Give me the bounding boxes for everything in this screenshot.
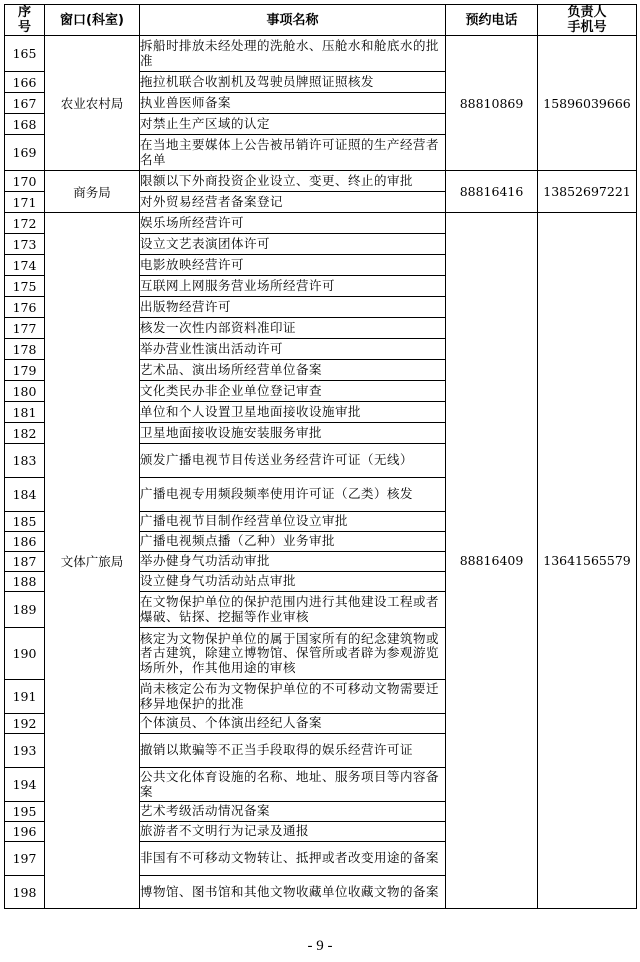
row-number: 175 <box>5 276 45 297</box>
items-table <box>4 4 637 909</box>
item-name: 对禁止生产区域的认定 <box>140 114 446 135</box>
row-number: 166 <box>5 72 45 93</box>
phone-cell: 88816416 <box>446 171 538 213</box>
table-row <box>5 36 637 72</box>
row-number: 197 <box>5 842 45 876</box>
item-name: 执业兽医师备案 <box>140 93 446 114</box>
item-name: 对外贸易经营者备案登记 <box>140 192 446 213</box>
row-number: 172 <box>5 213 45 234</box>
item-name: 互联网上网服务营业场所经营许可 <box>140 276 446 297</box>
item-name: 拖拉机联合收割机及驾驶员牌照证照核发 <box>140 72 446 93</box>
row-number: 193 <box>5 734 45 768</box>
item-name: 广播电视节目制作经营单位设立审批 <box>140 512 446 532</box>
item-name: 核定为文物保护单位的属于国家所有的纪念建筑物或者古建筑，除建立博物馆、保管所或者辟为参观游览场所外，作其他用途的审核 <box>140 628 446 680</box>
row-number: 167 <box>5 93 45 114</box>
item-name: 电影放映经营许可 <box>140 255 446 276</box>
item-name: 艺术考级活动情况备案 <box>140 802 446 822</box>
row-number: 192 <box>5 714 45 734</box>
item-name: 出版物经营许可 <box>140 297 446 318</box>
row-number: 169 <box>5 135 45 171</box>
row-number: 198 <box>5 876 45 909</box>
item-name: 艺术品、演出场所经营单位备案 <box>140 360 446 381</box>
row-number: 188 <box>5 572 45 592</box>
header-phone: 预约电话 <box>446 5 538 36</box>
row-number: 180 <box>5 381 45 402</box>
row-number: 194 <box>5 768 45 802</box>
item-name: 非国有不可移动文物转让、抵押或者改变用途的备案 <box>140 842 446 876</box>
row-number: 176 <box>5 297 45 318</box>
row-number: 196 <box>5 822 45 842</box>
phone-cell: 88810869 <box>446 36 538 171</box>
item-name: 博物馆、图书馆和其他文物收藏单位收藏文物的备案 <box>140 876 446 909</box>
row-number: 171 <box>5 192 45 213</box>
row-number: 190 <box>5 628 45 680</box>
row-number: 179 <box>5 360 45 381</box>
header-dept: 窗口(科室) <box>45 5 140 36</box>
header-seq: 序 号 <box>5 5 45 36</box>
item-name: 限额以下外商投资企业设立、变更、终止的审批 <box>140 171 446 192</box>
item-name: 尚未核定公布为文物保护单位的不可移动文物需要迁移异地保护的批准 <box>140 680 446 714</box>
item-name: 广播电视频点播（乙种）业务审批 <box>140 532 446 552</box>
row-number: 189 <box>5 592 45 628</box>
item-name: 举办健身气功活动审批 <box>140 552 446 572</box>
mobile-cell: 15896039666 <box>538 36 637 171</box>
phone-cell: 88816409 <box>446 213 538 909</box>
mobile-cell: 13852697221 <box>538 171 637 213</box>
item-name: 娱乐场所经营许可 <box>140 213 446 234</box>
item-name: 设立文艺表演团体许可 <box>140 234 446 255</box>
item-name: 个体演员、个体演出经纪人备案 <box>140 714 446 734</box>
item-name: 文化类民办非企业单位登记审查 <box>140 381 446 402</box>
dept-cell: 文体广旅局 <box>45 213 140 909</box>
item-name: 设立健身气功活动站点审批 <box>140 572 446 592</box>
row-number: 191 <box>5 680 45 714</box>
item-name: 在当地主要媒体上公告被吊销许可证照的生产经营者名单 <box>140 135 446 171</box>
header-mobile: 负责人 手机号 <box>538 5 637 36</box>
item-name: 单位和个人设置卫星地面接收设施审批 <box>140 402 446 423</box>
item-name: 在文物保护单位的保护范围内进行其他建设工程或者爆破、钻探、挖掘等作业审核 <box>140 592 446 628</box>
page-number: - 9 - <box>307 938 333 954</box>
item-name: 核发一次性内部资料准印证 <box>140 318 446 339</box>
header-item: 事项名称 <box>140 5 446 36</box>
row-number: 187 <box>5 552 45 572</box>
item-name: 拆船时排放未经处理的洗舱水、压舱水和舱底水的批准 <box>140 36 446 72</box>
row-number: 178 <box>5 339 45 360</box>
row-number: 165 <box>5 36 45 72</box>
row-number: 184 <box>5 478 45 512</box>
table-row <box>5 171 637 192</box>
item-name: 卫星地面接收设施安装服务审批 <box>140 423 446 444</box>
row-number: 181 <box>5 402 45 423</box>
item-name: 广播电视专用频段频率使用许可证（乙类）核发 <box>140 478 446 512</box>
row-number: 170 <box>5 171 45 192</box>
row-number: 195 <box>5 802 45 822</box>
dept-cell: 农业农村局 <box>45 36 140 171</box>
item-name: 举办营业性演出活动许可 <box>140 339 446 360</box>
item-name: 旅游者不文明行为记录及通报 <box>140 822 446 842</box>
item-name: 颁发广播电视节目传送业务经营许可证（无线） <box>140 444 446 478</box>
dept-cell: 商务局 <box>45 171 140 213</box>
row-number: 174 <box>5 255 45 276</box>
row-number: 173 <box>5 234 45 255</box>
header-row <box>5 5 637 36</box>
row-number: 177 <box>5 318 45 339</box>
mobile-cell: 13641565579 <box>538 213 637 909</box>
row-number: 186 <box>5 532 45 552</box>
row-number: 182 <box>5 423 45 444</box>
table-row <box>5 213 637 234</box>
row-number: 185 <box>5 512 45 532</box>
item-name: 公共文化体育设施的名称、地址、服务项目等内容备案 <box>140 768 446 802</box>
item-name: 撤销以欺骗等不正当手段取得的娱乐经营许可证 <box>140 734 446 768</box>
row-number: 168 <box>5 114 45 135</box>
row-number: 183 <box>5 444 45 478</box>
